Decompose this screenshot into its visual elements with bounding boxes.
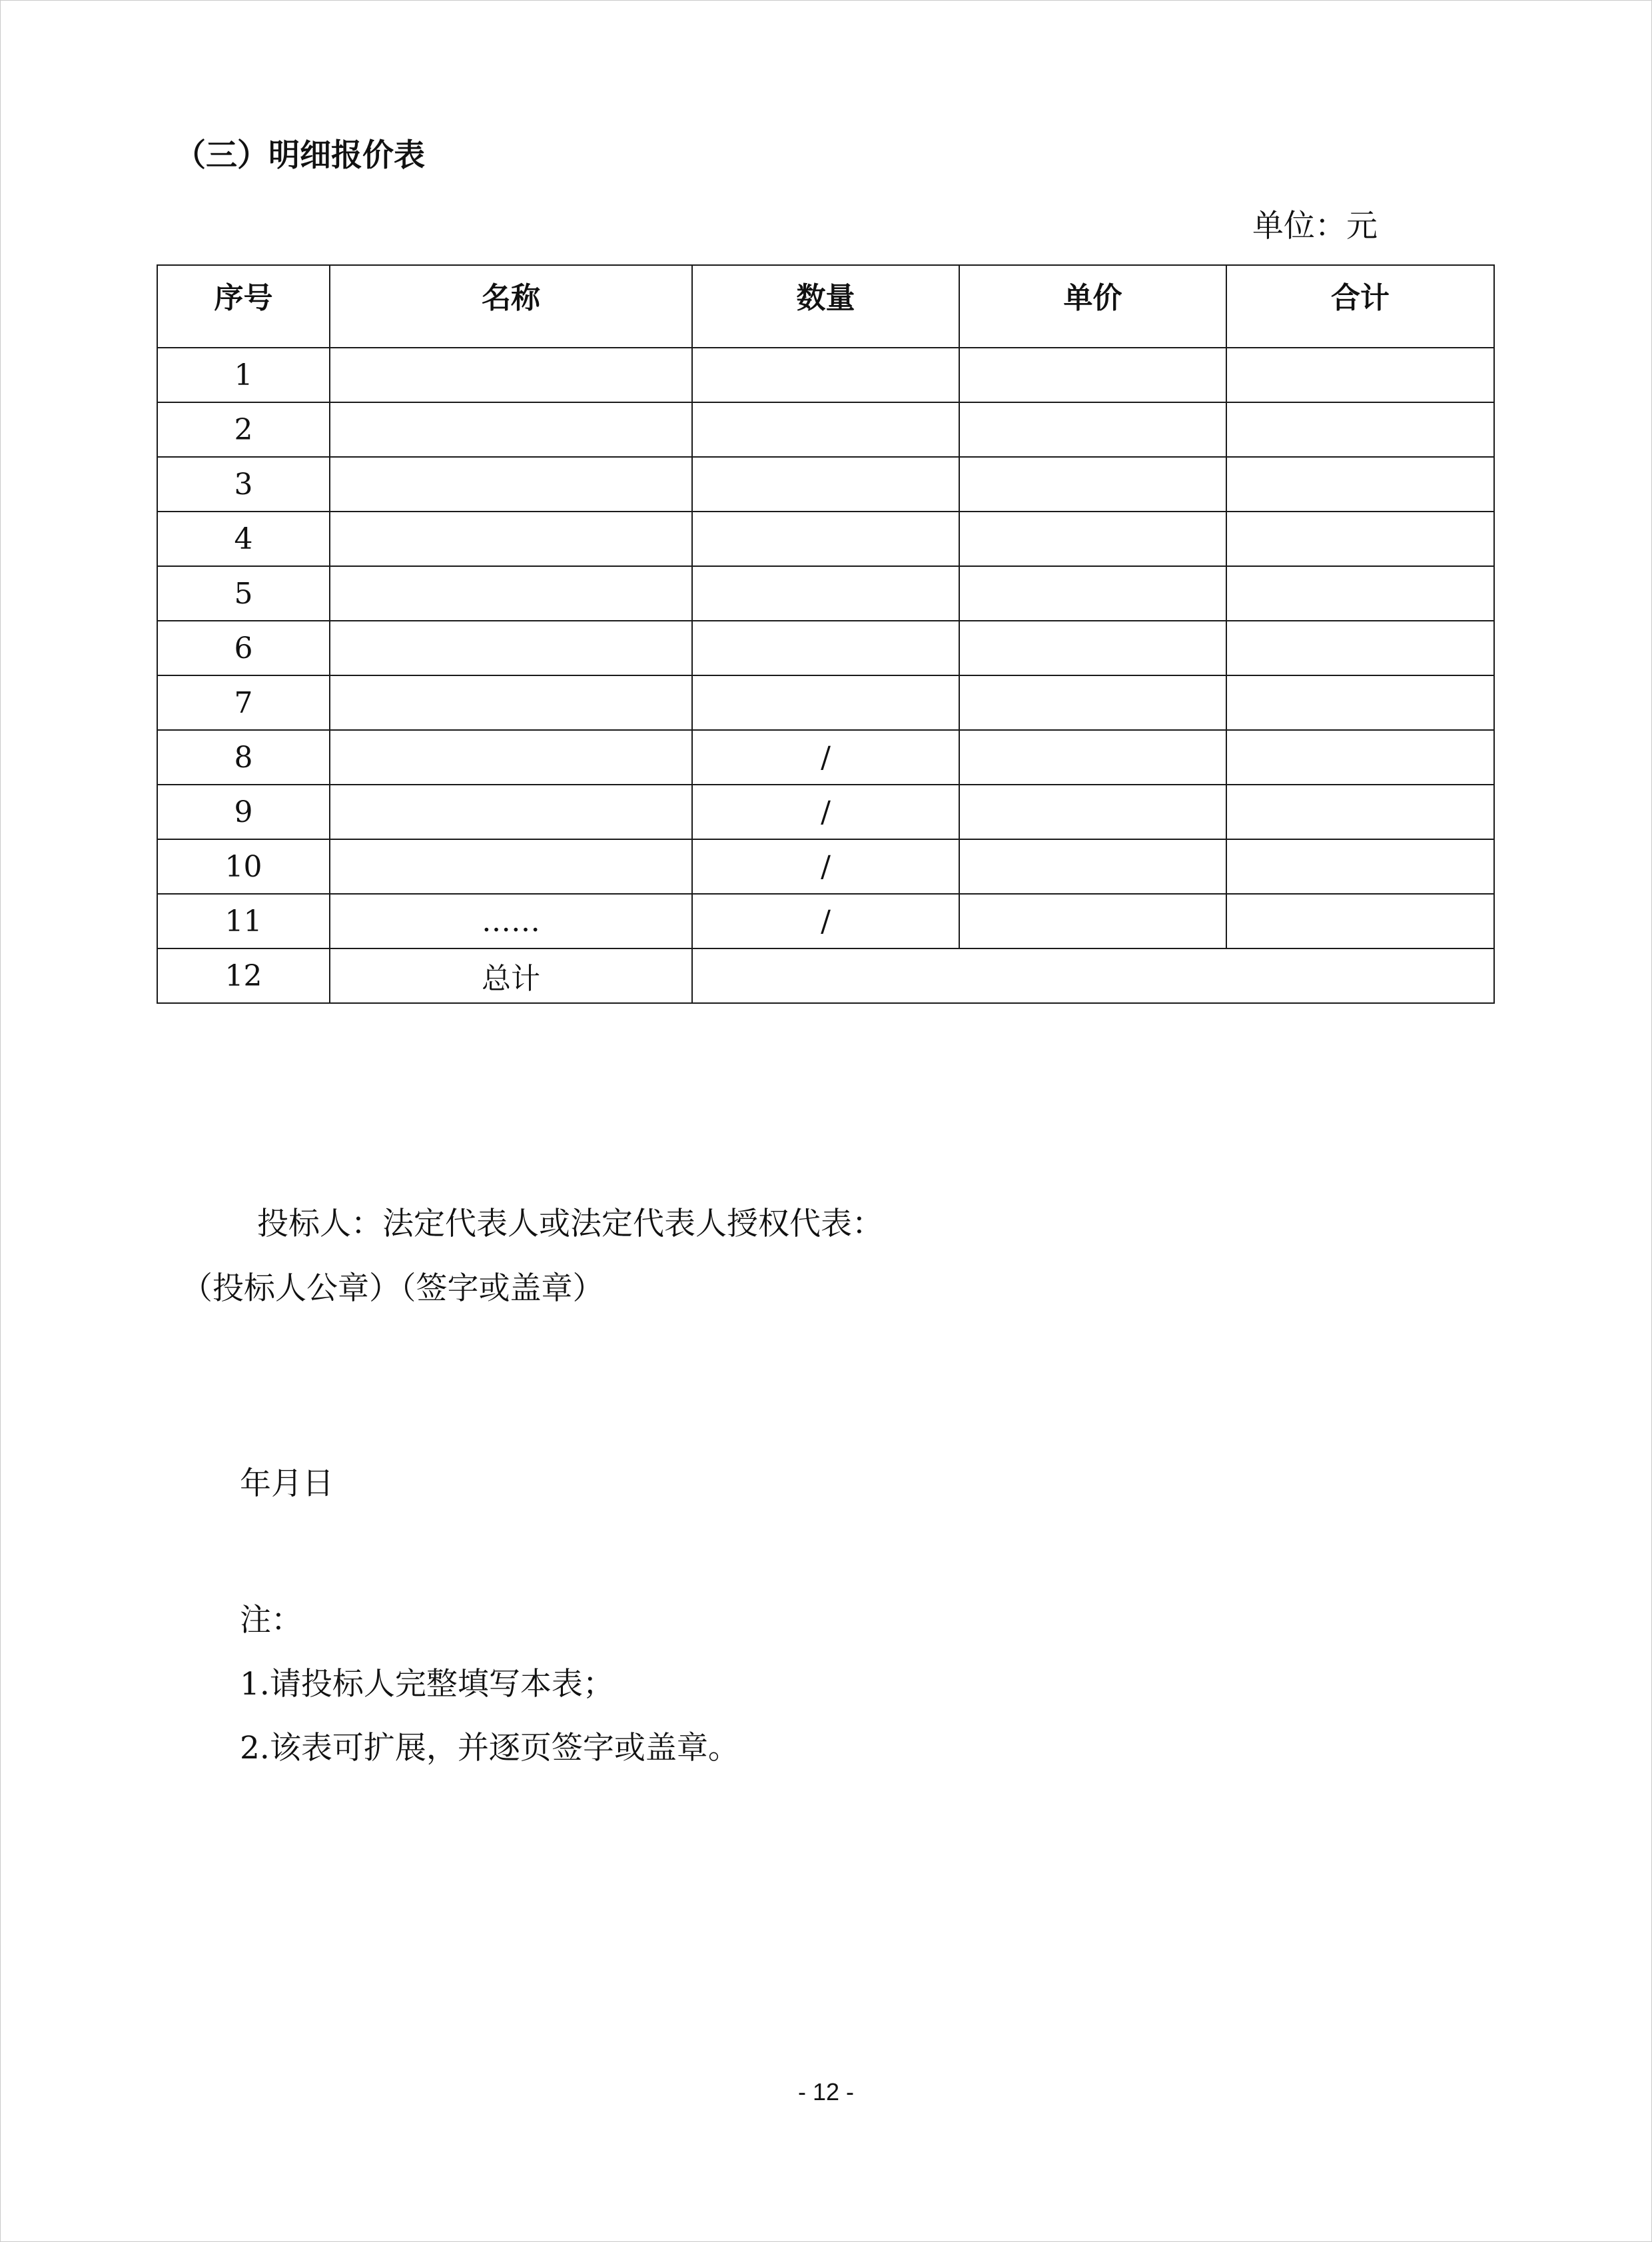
header-unit-price: 单价 bbox=[959, 265, 1226, 348]
cell-unit-price bbox=[959, 894, 1226, 948]
cell-quantity bbox=[692, 675, 959, 730]
notes-heading: 注： bbox=[240, 1602, 302, 1639]
cell-no: 11 bbox=[157, 894, 330, 948]
cell-total bbox=[1226, 894, 1494, 948]
header-total: 合计 bbox=[1226, 265, 1494, 348]
table-row bbox=[157, 839, 1494, 894]
seal-line: （投标人公章）（签字或盖章） bbox=[181, 1270, 604, 1307]
cell-no: 9 bbox=[157, 785, 330, 839]
cell-unit-price bbox=[959, 621, 1226, 675]
header-no: 序号 bbox=[157, 265, 330, 348]
table-header-row bbox=[157, 265, 1494, 348]
table-row bbox=[157, 566, 1494, 621]
date-line: 年月日 bbox=[240, 1465, 334, 1502]
cell-name bbox=[330, 675, 692, 730]
table-row bbox=[157, 621, 1494, 675]
table-row bbox=[157, 785, 1494, 839]
cell-quantity: / bbox=[692, 785, 959, 839]
cell-unit-price bbox=[959, 785, 1226, 839]
cell-total bbox=[1226, 457, 1494, 512]
cell-total bbox=[1226, 839, 1494, 894]
section-title: （三）明细报价表 bbox=[175, 137, 425, 174]
table-row bbox=[157, 730, 1494, 785]
cell-quantity: / bbox=[692, 730, 959, 785]
note-item: 2.该表可扩展，并逐页签字或盖章。 bbox=[240, 1730, 739, 1766]
quotation-table bbox=[157, 264, 1495, 1004]
cell-no: 1 bbox=[157, 348, 330, 402]
cell-quantity bbox=[692, 512, 959, 566]
cell-total-label: 总计 bbox=[330, 948, 692, 1003]
cell-unit-price bbox=[959, 566, 1226, 621]
cell-name bbox=[330, 621, 692, 675]
cell-quantity: / bbox=[692, 839, 959, 894]
cell-grand-total bbox=[692, 948, 1494, 1003]
cell-total bbox=[1226, 512, 1494, 566]
cell-name: …… bbox=[330, 894, 692, 948]
cell-unit-price bbox=[959, 730, 1226, 785]
bidder-signature-line: 投标人：法定代表人或法定代表人授权代表： bbox=[257, 1206, 883, 1242]
table-row bbox=[157, 894, 1494, 948]
cell-total bbox=[1226, 402, 1494, 457]
cell-total bbox=[1226, 566, 1494, 621]
table-row bbox=[157, 457, 1494, 512]
cell-total bbox=[1226, 621, 1494, 675]
cell-unit-price bbox=[959, 402, 1226, 457]
cell-unit-price bbox=[959, 839, 1226, 894]
cell-unit-price bbox=[959, 512, 1226, 566]
cell-name bbox=[330, 730, 692, 785]
cell-no: 6 bbox=[157, 621, 330, 675]
table-row bbox=[157, 348, 1494, 402]
cell-quantity bbox=[692, 621, 959, 675]
cell-unit-price bbox=[959, 675, 1226, 730]
cell-no: 12 bbox=[157, 948, 330, 1003]
table-total-row bbox=[157, 948, 1494, 1003]
header-quantity: 数量 bbox=[692, 265, 959, 348]
cell-total bbox=[1226, 348, 1494, 402]
cell-no: 5 bbox=[157, 566, 330, 621]
cell-name bbox=[330, 839, 692, 894]
cell-unit-price bbox=[959, 348, 1226, 402]
cell-no: 10 bbox=[157, 839, 330, 894]
cell-unit-price bbox=[959, 457, 1226, 512]
cell-quantity: / bbox=[692, 894, 959, 948]
notes-section bbox=[240, 1589, 739, 1780]
cell-name bbox=[330, 457, 692, 512]
unit-label: 单位：元 bbox=[1252, 208, 1378, 244]
table-row bbox=[157, 512, 1494, 566]
cell-quantity bbox=[692, 402, 959, 457]
table-row bbox=[157, 675, 1494, 730]
cell-quantity bbox=[692, 457, 959, 512]
page-number: - 12 - bbox=[797, 2078, 855, 2105]
cell-no: 8 bbox=[157, 730, 330, 785]
cell-no: 2 bbox=[157, 402, 330, 457]
cell-name bbox=[330, 348, 692, 402]
cell-total bbox=[1226, 785, 1494, 839]
note-item: 1.请投标人完整填写本表； bbox=[240, 1666, 614, 1702]
cell-quantity bbox=[692, 566, 959, 621]
table-row bbox=[157, 402, 1494, 457]
cell-total bbox=[1226, 730, 1494, 785]
cell-name bbox=[330, 785, 692, 839]
cell-name bbox=[330, 402, 692, 457]
cell-no: 3 bbox=[157, 457, 330, 512]
cell-no: 7 bbox=[157, 675, 330, 730]
header-name: 名称 bbox=[330, 265, 692, 348]
cell-quantity bbox=[692, 348, 959, 402]
cell-total bbox=[1226, 675, 1494, 730]
cell-no: 4 bbox=[157, 512, 330, 566]
cell-name bbox=[330, 566, 692, 621]
cell-name bbox=[330, 512, 692, 566]
